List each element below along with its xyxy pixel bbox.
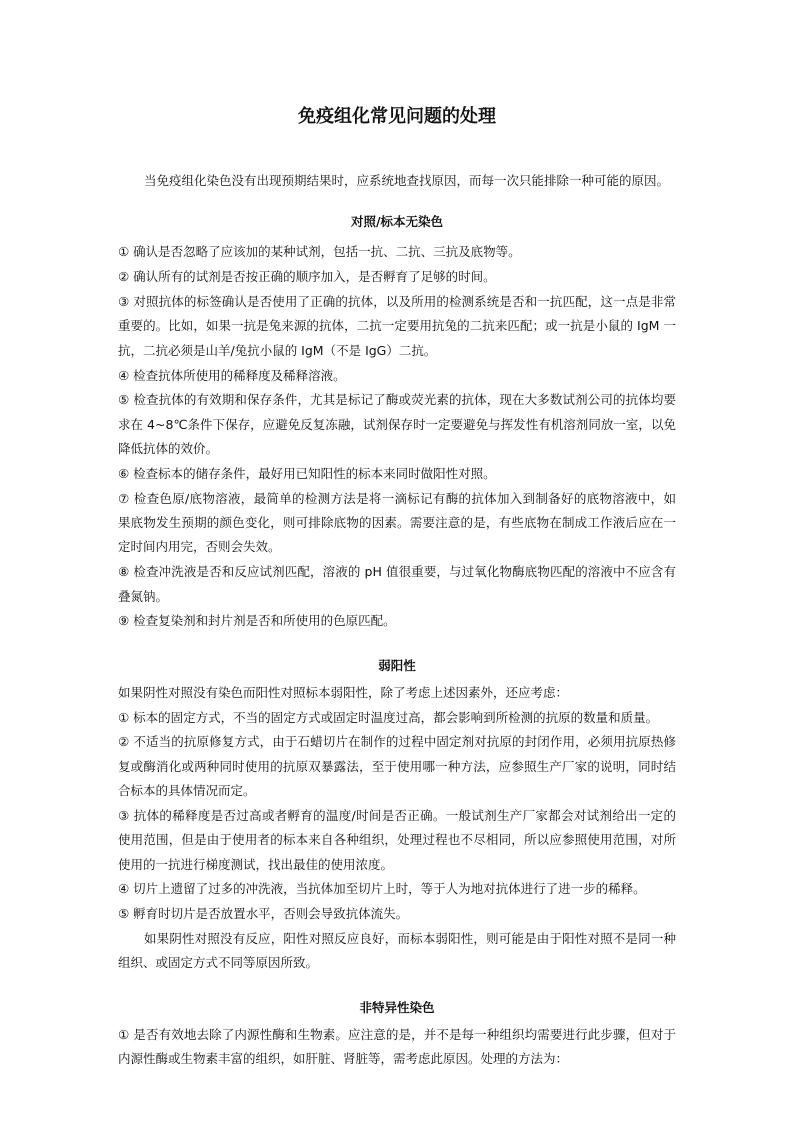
paragraph (118, 609, 676, 633)
text-line: 求在 4~8℃条件下保存，应避免反复冻融，试剂保存时一定要避免与挥发性有机溶剂同放一室，以免 (118, 416, 676, 432)
paragraph (118, 240, 676, 264)
section-heading: 对照/标本无染色 (350, 214, 444, 230)
text-line: 果底物发生预期的颜色变化，则可排除底物的因素。需要注意的是，有些底物在制成工作液后应在一 (118, 515, 676, 531)
text-line: ④ 检查抗体所使用的稀释度及稀释溶液。 (118, 367, 346, 383)
text-line: 如果阴性对照没有反应，阳性对照反应良好，而标本弱阳性，则可能是由于阳性对照不是同一种 (144, 931, 676, 947)
text-line: 使用的一抗进行梯度测试，找出最佳的使用浓度。 (118, 856, 394, 872)
text-line: 组织、或固定方式不同等原因所致。 (118, 955, 319, 971)
intro-paragraph (118, 169, 676, 193)
paragraph (118, 388, 676, 461)
section-heading: 弱阳性 (378, 657, 416, 673)
text-line: 叠氮钠。 (118, 588, 169, 604)
paragraph (118, 730, 676, 803)
text-line: 使用范围，但是由于使用者的标本来自各种组织，处理过程也不尽相同，所以应参照使用范围，对所 (118, 832, 676, 848)
text-line: ⑤ 检查抗体的有效期和保存条件，尤其是标记了酶或荧光素的抗体，现在大多数试剂公司的抗体均要 (118, 392, 676, 408)
text-line: 抗，二抗必须是山羊/兔抗小鼠的 IgM（不是 IgG）二抗。 (118, 342, 437, 358)
text-line: ⑨ 检查复染剂和封片剂是否和所使用的色原匹配。 (118, 613, 396, 629)
document-page (118, 104, 676, 1072)
text-line: ① 是否有效地去除了内源性酶和生物素。应注意的是，并不是每一种组织均需要进行此步骤，但对于 (118, 1026, 676, 1042)
text-line: ⑤ 孵育时切片是否放置水平，否则会导致抗体流失。 (118, 906, 409, 922)
paragraph (118, 265, 676, 289)
paragraph (118, 487, 676, 560)
text-line: 定时间内用完，否则会失效。 (118, 539, 281, 555)
text-line: 复或酶消化或两种同时使用的抗原双暴露法，至于使用哪一种方法，应参照生产厂家的说明，同时结 (118, 758, 676, 774)
sections (118, 210, 676, 1071)
paragraph (118, 706, 676, 730)
paragraph (118, 1023, 676, 1072)
text-line: ⑧ 检查冲洗液是否和反应试剂匹配，溶液的 pH 值很重要，与过氧化物酶底物匹配的溶液中不应含有 (118, 564, 676, 580)
paragraph (118, 877, 676, 901)
section (118, 210, 676, 633)
paragraph (118, 681, 676, 705)
text-line: 重要的。比如，如果一抗是兔来源的抗体，二抗一定要用抗兔的二抗来匹配；或一抗是小鼠的 IgM 一 (118, 318, 676, 334)
text-line: 降低抗体的效价。 (118, 441, 219, 457)
text-line: ③ 对照抗体的标签确认是否使用了正确的抗体，以及所用的检测系统是否和一抗匹配，这一点是非常 (118, 293, 676, 309)
text-line: ① 确认是否忽略了应该加的某种试剂，包括一抗、二抗、三抗及底物等。 (118, 244, 521, 260)
paragraph (118, 560, 676, 609)
text-line: ⑦ 检查色原/底物溶液，最简单的检测方法是将一滴标记有酶的抗体加入到制备好的底物溶液中，如 (118, 490, 676, 506)
text-line: ⑥ 检查标本的储存条件，最好用已知阳性的标本来同时做阳性对照。 (118, 465, 496, 481)
text-line: 当免疫组化染色没有出现预期结果时，应系统地查找原因，而每一次只能排除一种可能的原因。 (144, 173, 670, 188)
text-line: ① 标本的固定方式，不当的固定方式或固定时温度过高，都会影响到所检测的抗原的数量和质量。 (118, 709, 659, 725)
paragraph (118, 462, 676, 486)
paragraph (118, 290, 676, 363)
paragraph (118, 804, 676, 877)
text-line: ② 确认所有的试剂是否按正确的顺序加入，是否孵育了足够的时间。 (118, 269, 496, 285)
paragraph (118, 364, 676, 388)
text-line: 合标本的具体情况而定。 (118, 783, 256, 799)
text-line: ② 不适当的抗原修复方式，由于石蜡切片在制作的过程中固定剂对抗原的封闭作用，必须用抗原热修 (118, 734, 676, 750)
document-title: 免疫组化常见问题的处理 (298, 106, 496, 127)
section-heading: 非特异性染色 (359, 999, 435, 1015)
paragraph (118, 902, 676, 926)
section (118, 996, 676, 1072)
text-line: ③ 抗体的稀释度是否过高或者孵育的温度/时间是否正确。一般试剂生产厂家都会对试剂给出一定的 (118, 807, 676, 823)
section (118, 654, 676, 976)
paragraph (118, 927, 676, 976)
text-line: ④ 切片上遗留了过多的冲洗液，当抗体加至切片上时，等于人为地对抗体进行了进一步的稀释。 (118, 881, 646, 897)
text-line: 内源性酶或生物素丰富的组织，如肝脏、肾脏等，需考虑此原因。处理的方法为： (118, 1051, 569, 1067)
text-line: 如果阴性对照没有染色而阳性对照标本弱阳性，除了考虑上述因素外，还应考虑： (118, 684, 569, 700)
